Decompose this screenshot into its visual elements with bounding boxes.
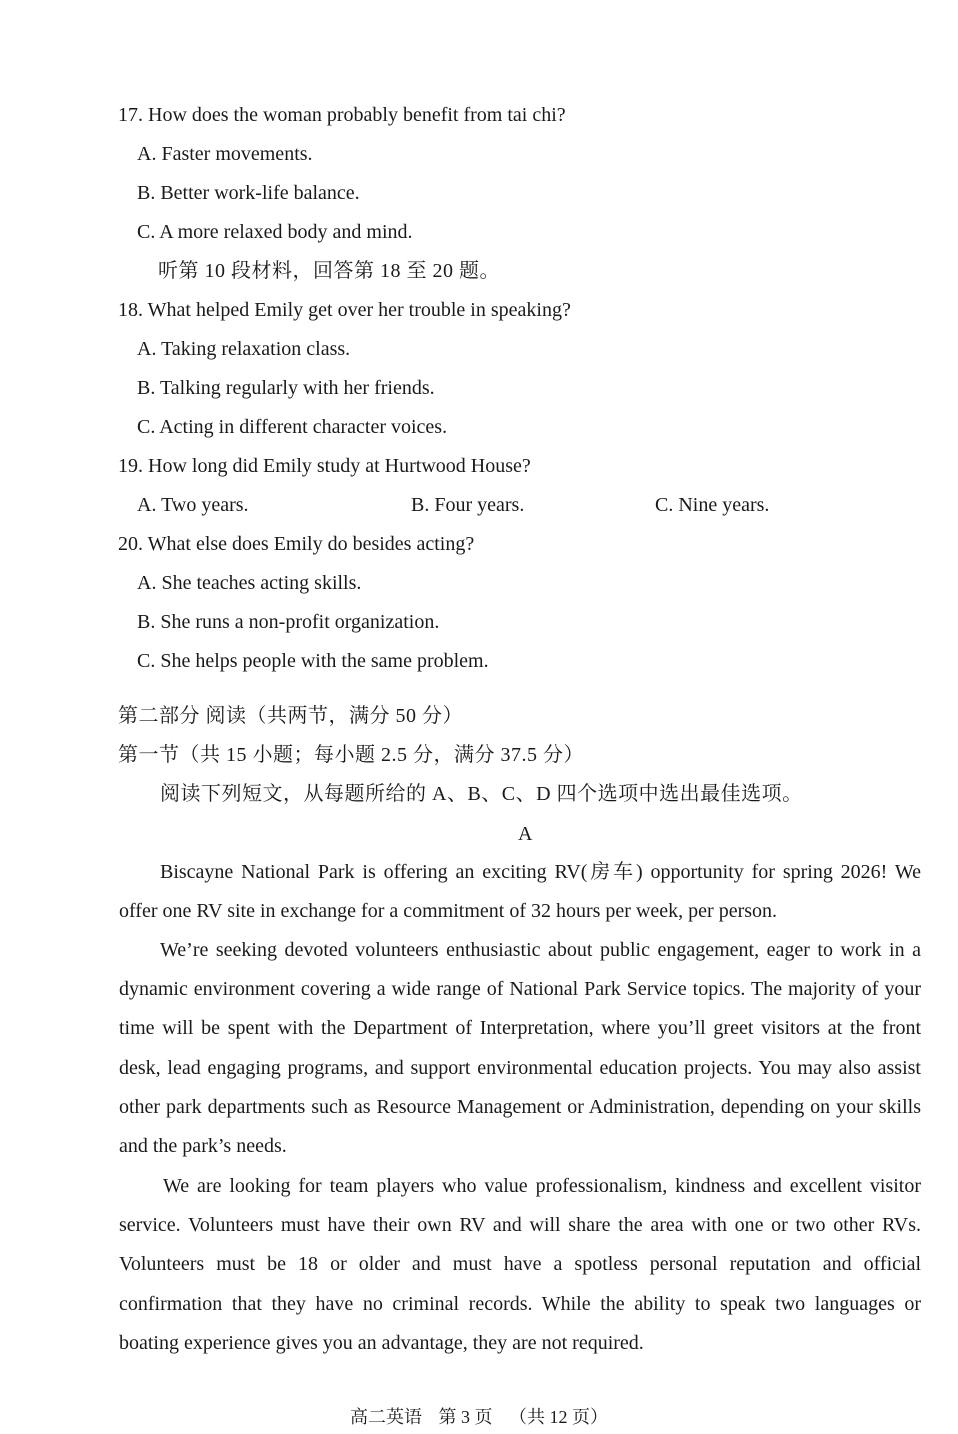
q19-option-c: C. Nine years. — [655, 494, 770, 516]
reading-instruction: 阅读下列短文，从每题所给的 A、B、C、D 四个选项中选出最佳选项。 — [160, 783, 803, 805]
question-17: 17. How does the woman probably benefit from tai chi? — [118, 104, 566, 126]
footer-subject: 高二英语 — [350, 1407, 422, 1427]
passage-paragraph-3: We are looking for team players who value professionalism, kindness and excellent visitor service. Volunteers must have their own RV and will share the area with one or two other RVs. Volunteers must be 18 or older and must have a spotless personal reputation and official confirmation that they have no criminal records. While the ability to speak two languages or boating experience gives you an advantage, they are not required. — [119, 1175, 921, 1354]
q19-option-b: B. Four years. — [411, 494, 525, 516]
q17-option-b: B. Better work-life balance. — [137, 182, 360, 204]
q17-option-a: A. Faster movements. — [137, 143, 313, 165]
passage-paragraph-1: Biscayne National Park is offering an exciting RV(房车) opportunity for spring 2026! We offer one RV site in exchange for a commitment of 32 hours per week, per person. — [119, 861, 921, 923]
question-20: 20. What else does Emily do besides acting? — [118, 533, 475, 555]
q18-option-b: B. Talking regularly with her friends. — [137, 377, 435, 399]
q18-option-c: C. Acting in different character voices. — [137, 416, 448, 438]
q19-option-a: A. Two years. — [137, 494, 249, 516]
footer-page-number: 第 3 页 — [438, 1407, 493, 1427]
question-19: 19. How long did Emily study at Hurtwood House? — [118, 455, 531, 477]
section1-heading: 第一节（共 15 小题；每小题 2.5 分，满分 37.5 分） — [118, 744, 584, 766]
listening-instruction-10: 听第 10 段材料，回答第 18 至 20 题。 — [158, 260, 500, 282]
q18-option-a: A. Taking relaxation class. — [137, 338, 351, 360]
q17-option-c: C. A more relaxed body and mind. — [137, 221, 413, 243]
question-18: 18. What helped Emily get over her trouble in speaking? — [118, 299, 571, 321]
footer-total-pages: （共 12 页） — [509, 1407, 608, 1427]
q20-option-c: C. She helps people with the same problem. — [137, 650, 489, 672]
part2-heading: 第二部分 阅读（共两节，满分 50 分） — [118, 705, 463, 727]
passage-label: A — [518, 823, 533, 845]
q20-option-a: A. She teaches acting skills. — [137, 572, 362, 594]
page-footer — [0, 1408, 958, 1426]
q20-option-b: B. She runs a non-profit organization. — [137, 611, 440, 633]
passage-paragraph-2: We’re seeking devoted volunteers enthusiastic about public engagement, eager to work in a dynamic environment covering a wide range of National Park Service topics. The majority of your time will be spent with the Department of Interpretation, where you’ll greet visitors at the front desk, lead engaging programs, and support environmental education projects. You may also assist other park departments such as Resource Management or Administration, depending on your skills and the park’s needs. — [119, 939, 921, 1158]
